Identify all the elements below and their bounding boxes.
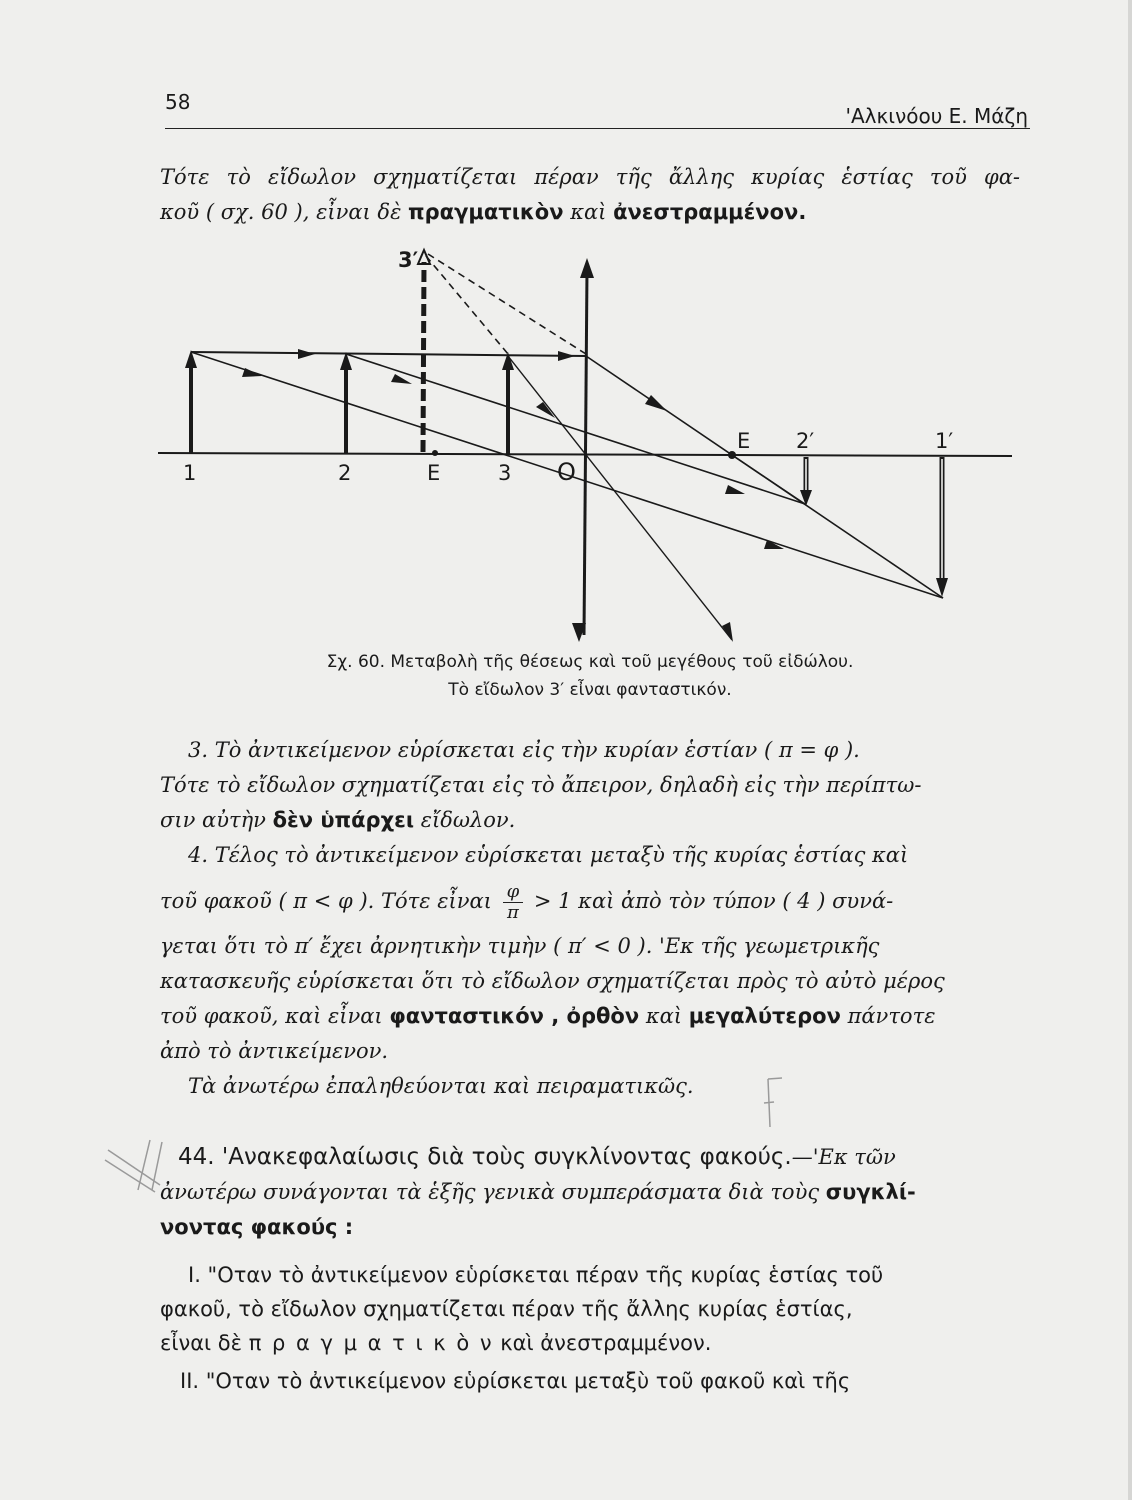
caption-line-2: Τὸ εἴδωλον 3′ εἶναι φανταστικόν. xyxy=(448,680,732,700)
caption-line-1: Σχ. 60. Μεταβολὴ τῆς θέσεως καὶ τοῦ μεγέθους τοῦ εἰδώλου. xyxy=(326,652,854,672)
section-text: ἀνωτέρω συνάγονται τὰ ἑξῆς γενικὰ συμπεράσματα διὰ τοὺς xyxy=(160,1180,826,1204)
section-heading-tail: —'Εκ τῶν xyxy=(791,1145,896,1169)
page-number: 58 xyxy=(165,90,191,114)
focus-right-dot xyxy=(728,451,736,459)
label-focus-left: E xyxy=(427,461,441,485)
case-3-paragraph xyxy=(160,733,1020,838)
case3-text: σιν αὐτὴν xyxy=(160,808,273,832)
case4-text: τοῦ φακοῦ ( π < φ ). Τότε εἶναι xyxy=(160,889,492,913)
ray-arrowhead xyxy=(242,368,262,377)
case3-line-3 xyxy=(160,803,1020,838)
label-object-2: 2 xyxy=(338,461,352,485)
bold-term-inverted: ἀνεστραμμένον. xyxy=(613,200,807,224)
ray-arrowhead xyxy=(558,351,575,361)
intro-text: καὶ xyxy=(563,200,614,224)
virtual-ray-dashed-1 xyxy=(428,254,586,354)
pencil-bracket-mark xyxy=(760,1075,790,1135)
fraction-numerator: φ xyxy=(503,882,524,903)
bold-virtual-upright: φανταστικόν , ὀρθὸν xyxy=(389,1004,640,1028)
section-44-line-2 xyxy=(160,1175,1020,1210)
bold-no-image: δὲν ὑπάρχει xyxy=(272,808,415,832)
case4-line-3: γεται ὅτι τὸ π′ ἔχει ἀρνητικὴν τιμὴν ( π′ < 0 ). 'Εκ τῆς γεωμετρικῆς xyxy=(160,934,880,958)
section-44 xyxy=(160,1140,1020,1245)
case-4-paragraph xyxy=(160,838,1020,1104)
bold-converging: συγκλί- xyxy=(825,1180,916,1204)
ray-arrowhead xyxy=(298,349,315,359)
focus-left-dot xyxy=(432,450,438,456)
label-image-1: 1′ xyxy=(935,429,954,453)
conclusion-text: καὶ ἀνεστραμμένον. xyxy=(493,1331,712,1355)
conclusions-list xyxy=(160,1258,1020,1398)
case3-text: εἴδωλον. xyxy=(414,808,516,832)
intro-text: κοῦ ( σχ. 60 ), εἶναι δὲ xyxy=(160,200,409,224)
case4-text: καὶ xyxy=(639,1004,689,1028)
ray-arrowhead xyxy=(722,622,733,642)
lens-top-arrowhead xyxy=(580,258,594,278)
intro-line-1: Τότε τὸ εἴδωλον σχηματίζεται πέραν τῆς ἄλλης κυρίας ἑστίας τοῦ φα- xyxy=(160,165,1020,189)
page-header xyxy=(165,88,1030,129)
case4-line-7: Τὰ ἀνωτέρω ἐπαληθεύονται καὶ πειραματικῶς. xyxy=(188,1074,694,1098)
fraction-phi-over-pi xyxy=(503,882,524,923)
label-image-3: 3′ xyxy=(398,248,419,272)
case4-line-1: 4. Τέλος τὸ ἀντικείμενον εὑρίσκεται μεταξὺ τῆς κυρίας ἑστίας καὶ xyxy=(188,843,909,867)
virtual-image-3-dashed xyxy=(423,262,424,452)
section-heading: 44. 'Ανακεφαλαίωσις διὰ τοὺς συγκλίνοντας φακούς. xyxy=(178,1144,792,1170)
label-center-O: O xyxy=(557,458,576,486)
ray-arrowhead xyxy=(725,485,745,494)
case3-line-2: Τότε τὸ εἴδωλον σχηματίζεται εἰς τὸ ἄπειρον, δηλαδὴ εἰς τὴν περίπτω- xyxy=(160,773,922,797)
label-object-3: 3 xyxy=(498,461,512,485)
case4-line-4: κατασκευῆς εὑρίσκεται ὅτι τὸ εἴδωλον σχηματίζεται πρὸς τὸ αὐτὸ μέρος xyxy=(160,969,945,993)
ray-arrowhead xyxy=(391,374,412,384)
conclusion-text: εἶναι δὲ xyxy=(160,1331,249,1355)
bold-term-real: πραγματικὸν xyxy=(408,200,564,224)
pencil-margin-mark xyxy=(100,1130,200,1200)
page-edge xyxy=(1128,0,1132,1500)
section-44-heading-line xyxy=(160,1140,1020,1175)
intro-line-2 xyxy=(160,195,1020,230)
lens-ray-diagram xyxy=(150,240,1030,650)
virtual-image-3-arrowhead xyxy=(418,250,430,264)
case4-line-2 xyxy=(160,873,1020,929)
central-ray-3 xyxy=(508,356,732,640)
section-44-line-3: νοντας φακούς : xyxy=(160,1215,354,1239)
figure-caption xyxy=(150,648,1030,704)
case3-line-1: 3. Τὸ ἀντικείμενον εὑρίσκεται εἰς τὴν κυρίαν ἑστίαν ( π = φ ). xyxy=(188,738,860,762)
label-object-1: 1 xyxy=(183,461,197,485)
bold-larger: μεγαλύτερον xyxy=(688,1004,841,1028)
label-image-2: 2′ xyxy=(796,429,815,453)
intro-paragraph xyxy=(160,160,1020,230)
conclusion-1-line-3 xyxy=(160,1326,1020,1360)
case4-text: πάντοτε xyxy=(840,1004,936,1028)
label-focus-right: E xyxy=(737,429,751,453)
conclusion-2-line-1: II. "Οταν τὸ ἀντικείμενον εὑρίσκεται μεταξὺ τοῦ φακοῦ καὶ τῆς xyxy=(180,1369,851,1393)
case4-text: > 1 καὶ ἀπὸ τὸν τύπον ( 4 ) συνά- xyxy=(533,889,894,913)
fraction-denominator: π xyxy=(506,902,519,923)
case4-line-5 xyxy=(160,999,1020,1034)
refracted-ray-2 xyxy=(732,455,805,504)
virtual-ray-dashed-2 xyxy=(426,256,508,354)
running-head: 'Αλκινόου Ε. Μάζη xyxy=(845,104,1028,128)
conclusion-1-line-2: φακοῦ, τὸ εἴδωλον σχηματίζεται πέραν τῆς ἄλλης κυρίας ἑστίας, xyxy=(160,1297,853,1321)
case4-text: τοῦ φακοῦ, καὶ εἶναι xyxy=(160,1004,390,1028)
parallel-ray xyxy=(191,352,586,356)
spaced-real: π ρ α γ μ α τ ι κ ὸ ν xyxy=(248,1331,494,1355)
conclusion-1-line-1: I. "Οταν τὸ ἀντικείμενον εὑρίσκεται πέραν τῆς κυρίας ἑστίας τοῦ xyxy=(188,1263,884,1287)
case4-line-6: ἀπὸ τὸ ἀντικείμενον. xyxy=(160,1039,389,1063)
